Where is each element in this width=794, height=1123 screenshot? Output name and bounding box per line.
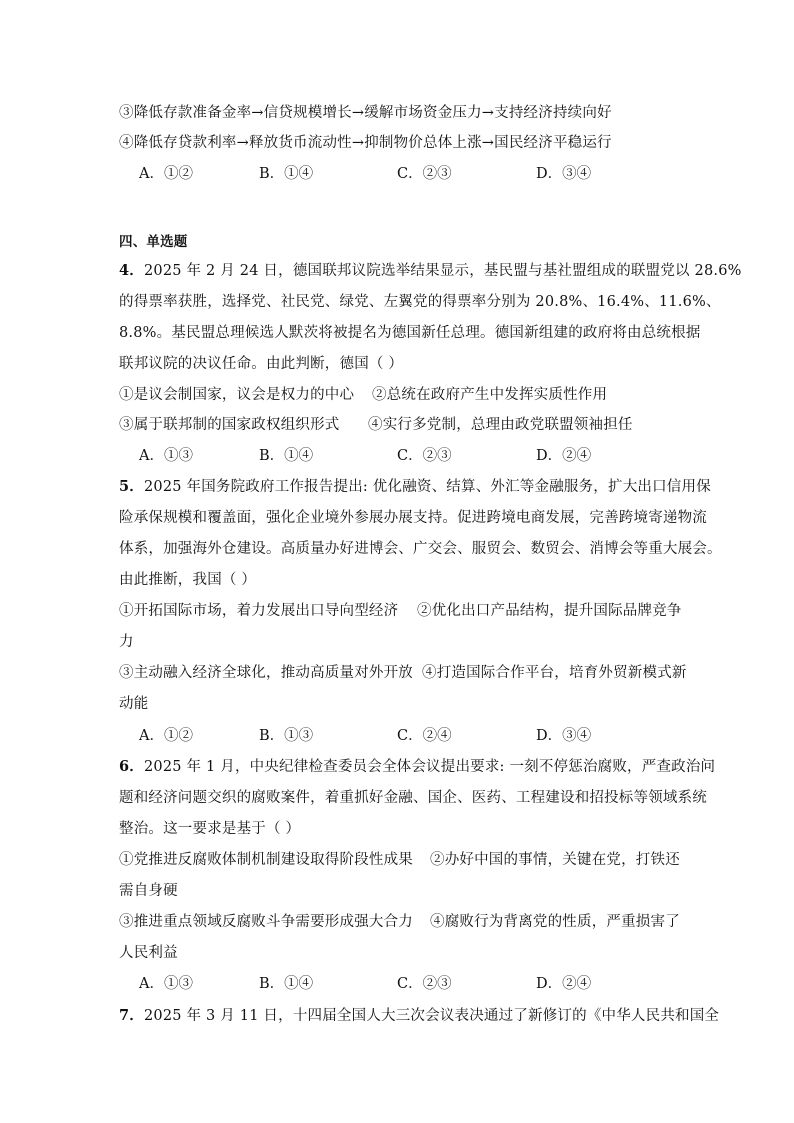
q4-number: 4． xyxy=(119,262,144,279)
q4-statements-row-2 xyxy=(119,415,633,435)
q5-stem-line-2: 险承保规模和覆盖面，强化企业境外参展办展支持。促进跨境电商发展，完善跨境寄递物流 xyxy=(119,510,707,526)
q6-statement-3: ③推进重点领域反腐败斗争需要形成强大合力 xyxy=(119,914,413,930)
q5-number: 5． xyxy=(119,478,144,495)
q4-option-b: B．①④ xyxy=(259,448,314,464)
q3-option-b: B．①④ xyxy=(259,166,314,182)
q6-option-a: A．①③ xyxy=(139,976,193,992)
q5-option-a: A．①② xyxy=(139,728,193,744)
q6-statement-4: ④腐败行为背离党的性质，严重损害了 xyxy=(430,914,680,930)
q5-stem-line-4: 由此推断，我国（ ） xyxy=(119,572,257,588)
q4-options xyxy=(139,446,659,466)
q4-statement-2: ②总统在政府产生中发挥实质性作用 xyxy=(372,387,608,403)
q6-statement-4-wrap: 人民利益 xyxy=(119,945,178,961)
q4-option-d: D．②④ xyxy=(536,448,592,464)
q4-stem-line-3: 8.8%。基民盟总理候选人默茨将被提名为德国新任总理。德国新组建的政府将由总统根据 xyxy=(119,325,701,341)
q4-option-a: A．①③ xyxy=(139,448,193,464)
q7-stem-line-1 xyxy=(119,1006,719,1026)
q3-option-c: C．②③ xyxy=(397,166,452,182)
q5-statement-3: ③主动融入经济全球化，推动高质量对外开放 xyxy=(119,665,413,681)
q7-number: 7． xyxy=(119,1007,144,1024)
q5-stem-line-1 xyxy=(119,477,711,497)
q3-statement-3: ③降低存款准备金率→信贷规模增长→缓解市场资金压力→支持经济持续向好 xyxy=(119,105,612,121)
q5-stem-line-3: 体系，加强海外仓建设。高质量办好进博会、广交会、服贸会、数贸会、消博会等重大展会。 xyxy=(119,541,722,557)
q6-statement-2-wrap: 需自身硬 xyxy=(119,883,178,899)
q3-option-a: A．①② xyxy=(139,166,193,182)
q4-statement-1: ①是议会制国家，议会是权力的中心 xyxy=(119,387,355,403)
q5-statement-1: ①开拓国际市场，着力发展出口导向型经济 xyxy=(119,603,399,619)
q6-option-c: C．②③ xyxy=(397,976,452,992)
q4-stem-line-1 xyxy=(119,261,742,281)
q6-options xyxy=(139,974,659,994)
q4-statement-3: ③属于联邦制的国家政权组织形式 xyxy=(119,417,340,433)
q6-stem-line-3: 整治。这一要求是基于（ ） xyxy=(119,821,301,837)
q5-stem-text-1: 2025 年国务院政府工作报告提出: 优化融资、结算、外汇等金融服务，扩大出口信用保 xyxy=(144,479,711,495)
q5-option-c: C．②④ xyxy=(397,728,452,744)
q6-stem-text-1: 2025 年 1 月，中央纪律检查委员会全体会议提出要求: 一刻不停惩治腐败，严查政治问 xyxy=(144,759,716,775)
q4-stem-line-4: 联邦议院的决议任命。由此判断，德国（ ） xyxy=(119,356,404,372)
q3-statement-4: ④降低存贷款利率→释放货币流动性→抑制物价总体上涨→国民经济平稳运行 xyxy=(119,135,612,151)
q5-option-b: B．①③ xyxy=(259,728,314,744)
q5-options xyxy=(139,726,659,746)
q4-stem-text-1: 2025 年 2 月 24 日，德国联邦议院选举结果显示，基民盟与基社盟组成的联盟党以 28.6% xyxy=(144,263,742,279)
q3-options xyxy=(139,164,659,184)
q4-statements-row-1 xyxy=(119,385,608,405)
q6-statements-row-1 xyxy=(119,850,680,870)
q6-statement-2: ②办好中国的事情，关键在党，打铁还 xyxy=(430,852,680,868)
q5-option-d: D．③④ xyxy=(536,728,592,744)
q6-statements-row-2 xyxy=(119,912,680,932)
q5-statement-4: ④打造国际合作平台，培育外贸新模式新 xyxy=(422,665,687,681)
q5-statement-2: ②优化出口产品结构，提升国际品牌竞争 xyxy=(417,603,682,619)
section-title: 四、单选题 xyxy=(119,234,188,250)
q5-statement-2-wrap: 力 xyxy=(119,634,134,650)
q6-statement-1: ①党推进反腐败体制机制建设取得阶段性成果 xyxy=(119,852,413,868)
q4-statement-4: ④实行多党制，总理由政党联盟领袖担任 xyxy=(368,417,633,433)
q3-option-d: D．③④ xyxy=(536,166,592,182)
q5-statement-4-wrap: 动能 xyxy=(119,696,149,712)
q6-stem-line-1 xyxy=(119,757,715,777)
q6-number: 6． xyxy=(119,758,144,775)
q7-stem-text-1: 2025 年 3 月 11 日，十四届全国人大三次会议表决通过了新修订的《中华人民共和国全 xyxy=(144,1008,720,1024)
q6-option-d: D．②④ xyxy=(536,976,592,992)
q5-statements-row-2 xyxy=(119,663,687,683)
q6-stem-line-2: 题和经济问题交织的腐败案件，着重抓好金融、国企、医药、工程建设和招投标等领域系统 xyxy=(119,790,707,806)
q6-option-b: B．①④ xyxy=(259,976,314,992)
q4-stem-line-2: 的得票率获胜，选择党、社民党、绿党、左翼党的得票率分别为 20.8%、16.4%、11.6%、 xyxy=(119,294,721,310)
q5-statements-row-1 xyxy=(119,601,682,621)
q4-option-c: C．②③ xyxy=(397,448,452,464)
